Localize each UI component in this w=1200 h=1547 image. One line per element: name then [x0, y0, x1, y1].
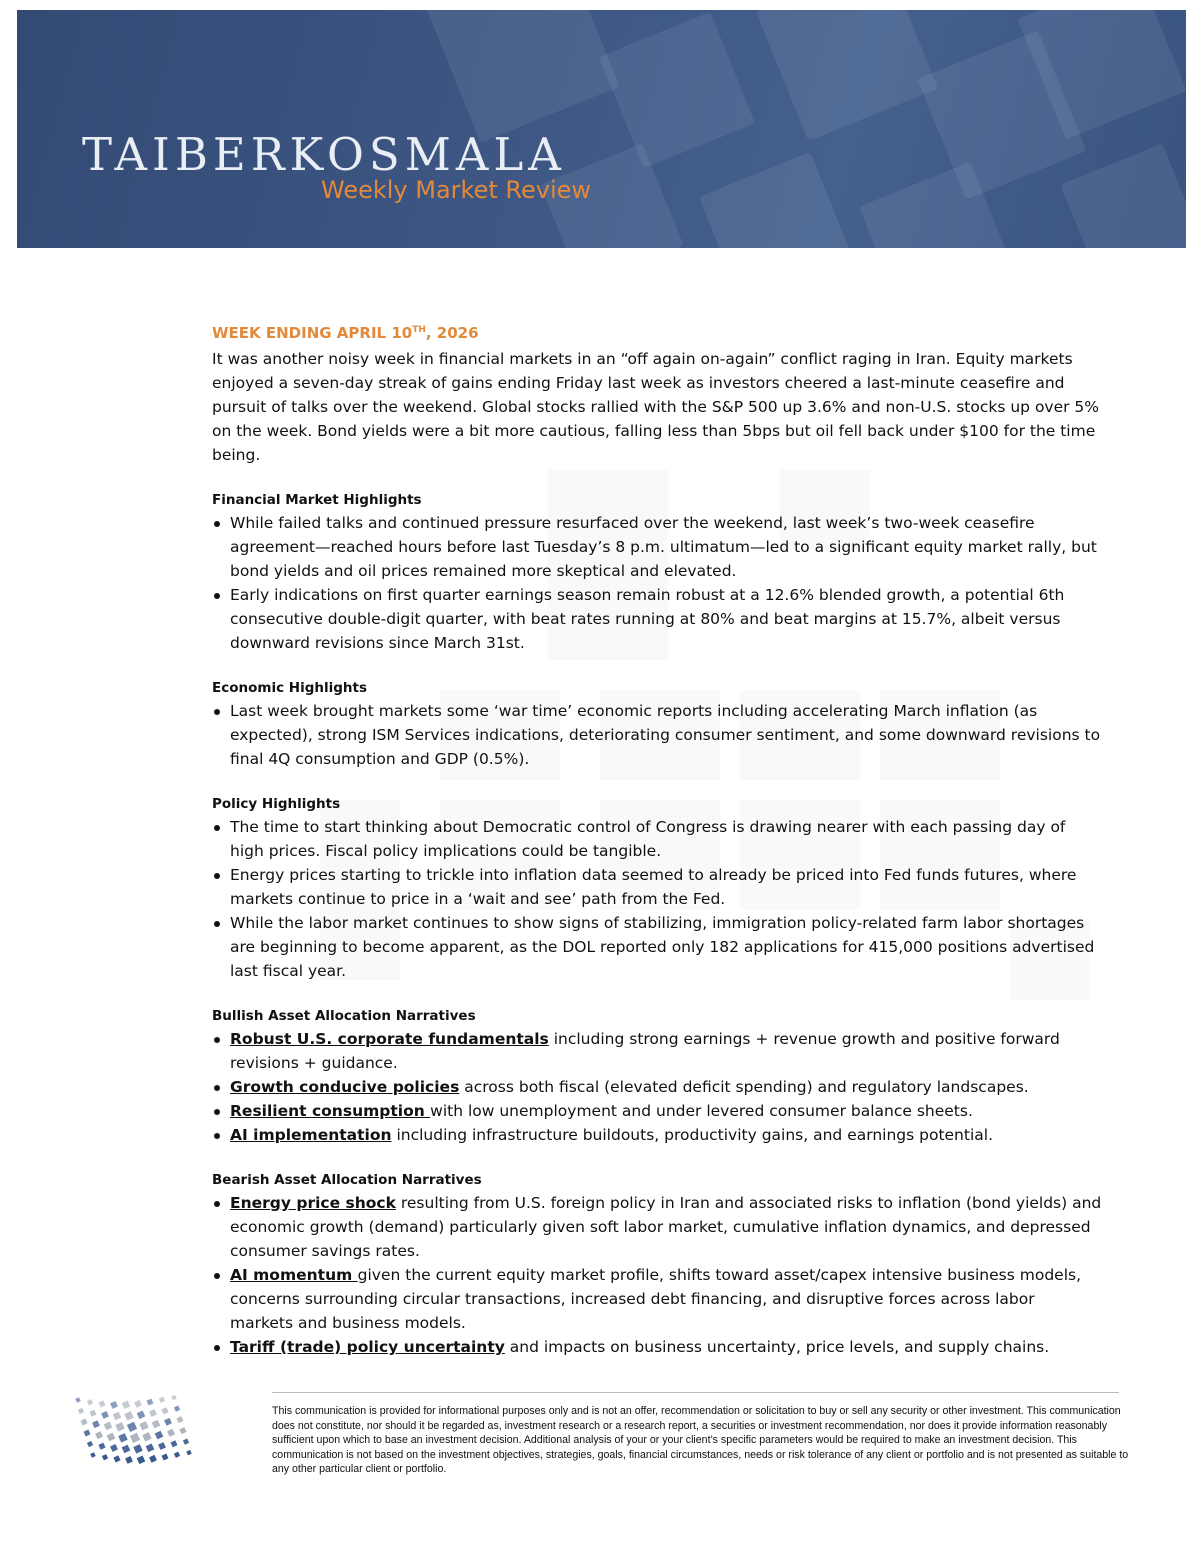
logo-cell	[104, 1422, 113, 1431]
logo-cell	[170, 1440, 177, 1447]
report-body	[212, 318, 1102, 1359]
logo-cell	[90, 1452, 95, 1457]
logo-cell	[149, 1409, 157, 1417]
logo-cell	[80, 1418, 87, 1425]
bullet-icon	[214, 921, 220, 927]
logo-cell	[159, 1397, 165, 1403]
logo-cell	[130, 1433, 140, 1443]
bullet-icon	[214, 593, 220, 599]
economic-highlights-heading: Economic Highlights	[212, 680, 367, 696]
week-ending-title: WEEK ENDING APRIL 10TH, 2026	[212, 324, 479, 342]
list-item: Growth conducive policies across both fiscal (elevated deficit spending) and regulatory landscapes.	[212, 1075, 1102, 1099]
logo-cell	[155, 1431, 164, 1440]
bearish-narratives-heading: Bearish Asset Allocation Narratives	[212, 1172, 482, 1188]
bullet-icon	[214, 1273, 220, 1279]
logo-cell	[186, 1450, 191, 1455]
bullet-icon	[214, 1133, 220, 1139]
logo-cell	[78, 1408, 84, 1414]
list-item: Robust U.S. corporate fundamentals including strong earnings + revenue growth and positive forward revisions + guidance.	[212, 1027, 1102, 1075]
logo-cell	[134, 1400, 142, 1408]
logo-cell	[164, 1418, 172, 1426]
logo-cell	[83, 1429, 90, 1436]
logo-cell	[146, 1443, 155, 1452]
logo-cell	[137, 1456, 146, 1465]
list-item: AI momentum given the current equity market profile, shifts toward asset/capex intensive business models, concerns surrounding circular transactions, increased debt financing, and disruptive forces across labor markets and business models.	[212, 1263, 1102, 1335]
logo-cell	[179, 1427, 186, 1434]
list-item: Resilient consumption with low unemployment and under levered consumer balance sheets.	[212, 1099, 1102, 1123]
narrative-key: Energy price shock	[230, 1194, 396, 1212]
narrative-key: Growth conducive policies	[230, 1078, 460, 1096]
logo-cell	[122, 1445, 131, 1454]
logo-cell	[171, 1395, 176, 1400]
logo-cell	[113, 1455, 120, 1462]
bullet-icon	[214, 1201, 220, 1207]
list-item: Energy price shock resulting from U.S. foreign policy in Iran and associated risks to inflation (bond yields) and economic growth (demand) particularly given soft labor market, cumulative inflation dynamics, and depressed consumer savings rates.	[212, 1191, 1102, 1263]
policy-highlights-list	[212, 815, 1102, 983]
logo-cell	[174, 1452, 180, 1458]
logo-cell	[115, 1422, 124, 1431]
company-logo-icon	[60, 1388, 200, 1478]
logo-cell	[87, 1441, 93, 1447]
list-item: AI implementation including infrastructure buildouts, productivity gains, and earnings potential.	[212, 1123, 1102, 1147]
narrative-key: Robust U.S. corporate fundamentals	[230, 1030, 549, 1048]
logo-cell	[107, 1433, 116, 1442]
logo-cell	[98, 1443, 105, 1450]
logo-cell	[183, 1439, 189, 1445]
bullet-icon	[214, 1037, 220, 1043]
bullet-icon	[214, 521, 220, 527]
bearish-narratives-list	[212, 1191, 1102, 1359]
intro-paragraph: It was another noisy week in financial markets in an “off again on-again” conflict raging in Iran. Equity markets enjoyed a seven-day streak of gains ending Friday last week as investors cheered a last-minute ceasefire and pursuit of talks over the weekend. Global stocks rallied with the S&P 500 up 3.6% and non-U.S. stocks up over 5% on the week. Bond yields were a bit more cautious, falling less than 5bps but oil fell back under $100 for the time being.	[212, 350, 1100, 464]
list-item: While the labor market continues to show signs of stabilizing, immigration policy-related farm labor shortages are beginning to become apparent, as the DOL reported only 182 applications for 415,000 positions advertised last fiscal year.	[212, 911, 1102, 983]
logo-cell	[89, 1410, 96, 1417]
logo-cell	[95, 1431, 103, 1439]
narrative-key: Tariff (trade) policy uncertainty	[230, 1338, 505, 1356]
logo-cell	[137, 1410, 146, 1419]
financial-highlights-heading: Financial Market Highlights	[212, 492, 422, 508]
list-item: Energy prices starting to trickle into inflation data seemed to already be priced into Fed funds futures, where markets continue to price in a ‘wait and see’ path from the Fed.	[212, 863, 1102, 911]
narrative-key: AI momentum	[230, 1266, 358, 1284]
header-banner	[17, 10, 1186, 248]
logo-cell	[146, 1398, 153, 1405]
bullet-icon	[214, 709, 220, 715]
list-item: Last week brought markets some ‘war time’ economic reports including accelerating March inflation (as expected), strong ISM Services indications, deteriorating consumer sentiment, and some downward revisions to final 4Q consumption and GDP (0.5%).	[212, 699, 1102, 771]
logo-cell	[167, 1429, 175, 1437]
footer-divider	[272, 1392, 1119, 1393]
company-name: TAIBERKOSMALA	[82, 128, 566, 181]
logo-cell	[124, 1411, 133, 1420]
logo-cell	[133, 1444, 142, 1453]
economic-highlights-list	[212, 699, 1102, 771]
logo-cell	[176, 1416, 183, 1423]
bullish-narratives-heading: Bullish Asset Allocation Narratives	[212, 1008, 476, 1024]
logo-cell	[101, 1411, 109, 1419]
list-item: Early indications on first quarter earnings season remain robust at a 12.6% blended growth, a potential 6th consecutive double-digit quarter, with beat rates running at 80% and beat margins at 15.7%, albeit versus downward revisions since March 31st.	[212, 583, 1102, 655]
bullish-narratives-list	[212, 1027, 1102, 1147]
logo-cell	[92, 1420, 100, 1428]
bullet-icon	[214, 825, 220, 831]
logo-cell	[98, 1400, 105, 1407]
logo-cell	[87, 1399, 93, 1405]
logo-cell	[161, 1453, 168, 1460]
list-item: The time to start thinking about Democratic control of Congress is drawing nearer with each passing day of high prices. Fiscal policy implications could be tangible.	[212, 815, 1102, 863]
logo-cell	[110, 1444, 118, 1452]
logo-cell	[174, 1406, 180, 1412]
logo-cell	[161, 1407, 168, 1414]
logo-cell	[158, 1442, 166, 1450]
logo-cell	[113, 1412, 122, 1421]
logo-cell	[125, 1456, 133, 1464]
list-item: Tariff (trade) policy uncertainty and impacts on business uncertainty, price levels, and supply chains.	[212, 1335, 1102, 1359]
financial-highlights-list	[212, 511, 1102, 655]
report-subtitle: Weekly Market Review	[321, 176, 592, 204]
logo-cell	[127, 1422, 137, 1432]
bullet-icon	[214, 1345, 220, 1351]
logo-cell	[118, 1433, 127, 1442]
logo-cell	[102, 1454, 108, 1460]
logo-cell	[122, 1401, 131, 1410]
bullet-icon	[214, 1085, 220, 1091]
logo-cell	[149, 1455, 157, 1463]
logo-cell	[110, 1401, 118, 1409]
logo-cell	[75, 1397, 80, 1402]
narrative-key: AI implementation	[230, 1126, 392, 1144]
logo-cell	[139, 1421, 148, 1430]
bullet-icon	[214, 873, 220, 879]
disclaimer-text: This communication is provided for informational purposes only and is not an offer, recommendation or solicitation to buy or sell any security or other investment. This communication does not constitute, nor should it be regarded as, investment research or a research report, a securities or investment recommendation, nor does it provide information reasonably sufficient upon which to base an investment decision. Additional analysis of your or your client’s specific parameters would be required to make an investment decision. This communication is not based on the investment objectives, strategies, goals, financial circumstances, needs or risk tolerance of any client or portfolio and is not presented as suitable to any other particular client or portfolio.	[272, 1405, 1129, 1475]
list-item: While failed talks and continued pressure resurfaced over the weekend, last week’s two-week ceasefire agreement—reached hours before last Tuesday’s 8 p.m. ultimatum—led to a significant equity market rally, but bond yields and oil prices remained more skeptical and elevated.	[212, 511, 1102, 583]
narrative-key: Resilient consumption	[230, 1102, 431, 1120]
policy-highlights-heading: Policy Highlights	[212, 796, 341, 812]
bullet-icon	[214, 1109, 220, 1115]
logo-cell	[142, 1432, 151, 1441]
logo-cell	[152, 1420, 161, 1429]
